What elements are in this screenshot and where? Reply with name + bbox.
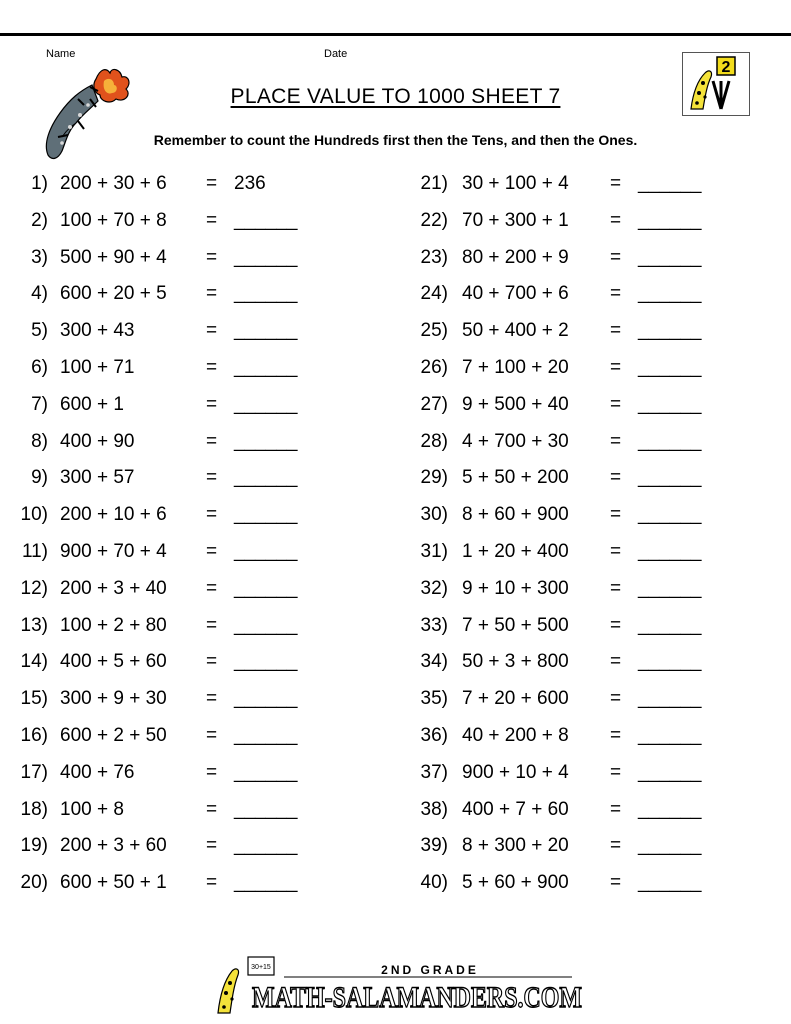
answer-blank[interactable]: ______ (638, 504, 702, 526)
problem-number: 23) (420, 246, 448, 268)
problem-expression: 900 + 70 + 4 (60, 540, 167, 562)
problem-number: 16) (20, 724, 48, 746)
equals-sign: = (206, 173, 218, 194)
footer-grade-text: 2ND GRADE (381, 963, 479, 977)
instructions: Remember to count the Hundreds first then the Tens, and then the Ones. (153, 132, 638, 148)
equals-sign: = (206, 872, 218, 894)
problem-expression: 400 + 90 (60, 430, 135, 452)
problem-number: 6) (31, 356, 48, 378)
answer-blank[interactable]: ______ (234, 872, 298, 894)
answer-blank[interactable]: ______ (638, 209, 702, 231)
problem-expression: 8 + 60 + 900 (462, 504, 569, 526)
problem-expression: 9 + 10 + 300 (462, 577, 569, 599)
equals-sign: = (206, 430, 218, 452)
equals-sign: = (610, 761, 622, 783)
equals-sign: = (206, 724, 218, 746)
equals-sign: = (206, 577, 218, 599)
equals-sign: = (610, 173, 622, 194)
problem-expression: 100 + 8 (60, 798, 124, 820)
equals-sign: = (610, 320, 622, 342)
answer-blank[interactable]: ______ (234, 504, 298, 526)
problem-expression: 400 + 7 + 60 (462, 798, 569, 820)
answer-blank[interactable]: ______ (638, 614, 702, 636)
problem-number: 13) (20, 614, 48, 636)
answer-blank[interactable]: ______ (638, 798, 702, 820)
answer-blank[interactable]: ______ (234, 761, 298, 783)
problem-expression: 80 + 200 + 9 (462, 246, 569, 268)
problem-number: 18) (20, 798, 48, 820)
problem-expression: 40 + 200 + 8 (462, 724, 569, 746)
problem-number: 12) (20, 577, 48, 599)
answer-blank[interactable]: ______ (234, 577, 298, 599)
problem-number: 4) (31, 283, 48, 305)
problem-expression: 300 + 43 (60, 320, 135, 342)
problem-number: 36) (420, 724, 448, 746)
problem-number: 28) (420, 430, 448, 452)
answer-blank[interactable]: ______ (638, 173, 702, 194)
problem-number: 24) (420, 283, 448, 305)
problem-number: 35) (420, 688, 448, 710)
problem-expression: 100 + 2 + 80 (60, 614, 167, 636)
problem-expression: 30 + 100 + 4 (462, 173, 569, 194)
problem-expression: 600 + 20 + 5 (60, 283, 167, 305)
problem-expression: 50 + 400 + 2 (462, 320, 569, 342)
answer-blank[interactable]: ______ (234, 835, 298, 857)
problem-number: 8) (31, 430, 48, 452)
problem-expression: 600 + 2 + 50 (60, 724, 167, 746)
equals-sign: = (206, 246, 218, 268)
equals-sign: = (206, 540, 218, 562)
problem-number: 9) (31, 467, 48, 489)
answer-blank[interactable]: ______ (638, 651, 702, 673)
answer-blank[interactable]: ______ (638, 356, 702, 378)
answer-blank[interactable]: ______ (234, 246, 298, 268)
equals-sign: = (610, 504, 622, 526)
svg-text:30+15: 30+15 (251, 964, 271, 971)
problem-expression: 900 + 10 + 4 (462, 761, 569, 783)
answer-blank[interactable]: ______ (638, 577, 702, 599)
problem-number: 40) (420, 872, 448, 894)
problem-expression: 70 + 300 + 1 (462, 209, 569, 231)
equals-sign: = (610, 798, 622, 820)
equals-sign: = (206, 356, 218, 378)
salamander-flame-icon (40, 65, 135, 165)
problem-number: 32) (420, 577, 448, 599)
equals-sign: = (610, 209, 622, 231)
problem-number: 5) (31, 320, 48, 342)
problem-expression: 200 + 30 + 6 (60, 173, 167, 194)
equals-sign: = (610, 283, 622, 305)
answer-blank[interactable]: ______ (638, 393, 702, 415)
equals-sign: = (206, 504, 218, 526)
answer-blank[interactable]: ______ (234, 614, 298, 636)
date-label: Date (324, 48, 348, 60)
answer-blank[interactable]: ______ (234, 688, 298, 710)
answer-blank[interactable]: ______ (638, 872, 702, 894)
equals-sign: = (206, 614, 218, 636)
equals-sign: = (206, 283, 218, 305)
equals-sign: = (610, 614, 622, 636)
equals-sign: = (610, 724, 622, 746)
equals-sign: = (206, 835, 218, 857)
equals-sign: = (610, 835, 622, 857)
problem-number: 27) (420, 393, 448, 415)
footer-logo (212, 955, 592, 1022)
answer-blank[interactable]: ______ (234, 356, 298, 378)
problem-number: 38) (420, 798, 448, 820)
name-label: Name (46, 48, 76, 60)
answer-blank[interactable]: ______ (638, 540, 702, 562)
equals-sign: = (206, 688, 218, 710)
answer-blank[interactable]: ______ (234, 651, 298, 673)
answer-blank[interactable]: ______ (234, 209, 298, 231)
problem-expression: 8 + 300 + 20 (462, 835, 569, 857)
equals-sign: = (206, 761, 218, 783)
worksheet-title: PLACE VALUE TO 1000 SHEET 7 (230, 85, 561, 108)
equals-sign: = (206, 393, 218, 415)
problem-expression: 7 + 50 + 500 (462, 614, 569, 636)
problem-number: 37) (420, 761, 448, 783)
equals-sign: = (610, 651, 622, 673)
footer-site-text: MATH-SALAMANDERS.COM (252, 981, 582, 1014)
problem-expression: 50 + 3 + 800 (462, 651, 569, 673)
answer-blank[interactable]: ______ (638, 724, 702, 746)
problem-number: 22) (420, 209, 448, 231)
problem-expression: 500 + 90 + 4 (60, 246, 167, 268)
problem-number: 34) (420, 651, 448, 673)
answer-blank[interactable]: ______ (234, 430, 298, 452)
problem-expression: 400 + 5 + 60 (60, 651, 167, 673)
problem-number: 3) (31, 246, 48, 268)
problem-expression: 5 + 50 + 200 (462, 467, 569, 489)
equals-sign: = (206, 467, 218, 489)
problem-number: 19) (20, 835, 48, 857)
problem-expression: 300 + 9 + 30 (60, 688, 167, 710)
problem-expression: 1 + 20 + 400 (462, 540, 569, 562)
answer-blank[interactable]: ______ (234, 724, 298, 746)
answer-blank[interactable]: ______ (234, 467, 298, 489)
grade-number: 2 (721, 59, 731, 76)
problem-expression: 7 + 20 + 600 (462, 688, 569, 710)
equals-sign: = (610, 356, 622, 378)
problem-number: 17) (20, 761, 48, 783)
answer-blank[interactable]: ______ (234, 540, 298, 562)
problem-expression: 4 + 700 + 30 (462, 430, 569, 452)
top-rule (0, 33, 791, 36)
problem-expression: 9 + 500 + 40 (462, 393, 569, 415)
problem-number: 20) (20, 872, 48, 894)
equals-sign: = (610, 467, 622, 489)
math-salamanders-logo (212, 955, 592, 1017)
problem-expression: 100 + 71 (60, 356, 135, 378)
equals-sign: = (206, 209, 218, 231)
problem-expression: 400 + 76 (60, 761, 135, 783)
problem-expression: 200 + 3 + 40 (60, 577, 167, 599)
problem-expression: 200 + 10 + 6 (60, 504, 167, 526)
answer-blank[interactable]: ______ (638, 688, 702, 710)
problem-number: 11) (21, 540, 48, 562)
problem-expression: 5 + 60 + 900 (462, 872, 569, 894)
equals-sign: = (610, 577, 622, 599)
problem-number: 29) (420, 467, 448, 489)
problem-expression: 600 + 1 (60, 393, 124, 415)
answer-blank[interactable]: ______ (638, 761, 702, 783)
problem-number: 39) (420, 835, 448, 857)
problem-number: 10) (20, 504, 48, 526)
problem-number: 26) (420, 356, 448, 378)
answer-blank[interactable]: ______ (638, 835, 702, 857)
answer-blank[interactable]: ______ (638, 283, 702, 305)
problem-number: 33) (420, 614, 448, 636)
problem-number: 25) (420, 320, 448, 342)
answer-blank[interactable]: ______ (234, 798, 298, 820)
equals-sign: = (206, 651, 218, 673)
problem-expression: 40 + 700 + 6 (462, 283, 569, 305)
problem-number: 15) (20, 688, 48, 710)
answer-blank[interactable]: ______ (234, 320, 298, 342)
problem-number: 21) (420, 173, 448, 194)
equals-sign: = (610, 430, 622, 452)
problem-number: 7) (31, 393, 48, 415)
problem-expression: 300 + 57 (60, 467, 135, 489)
equals-sign: = (610, 540, 622, 562)
problem-expression: 7 + 100 + 20 (462, 356, 569, 378)
equals-sign: = (610, 872, 622, 894)
problem-expression: 200 + 3 + 60 (60, 835, 167, 857)
answer-blank[interactable]: ______ (234, 283, 298, 305)
problem-number: 30) (420, 504, 448, 526)
problem-number: 1) (31, 173, 48, 194)
answer-blank[interactable]: ______ (234, 393, 298, 415)
problem-number: 31) (420, 540, 448, 562)
equals-sign: = (610, 246, 622, 268)
problem-expression: 100 + 70 + 8 (60, 209, 167, 231)
equals-sign: = (610, 688, 622, 710)
equals-sign: = (206, 798, 218, 820)
problem-expression: 600 + 50 + 1 (60, 872, 167, 894)
answer-blank[interactable]: 236 (234, 173, 266, 194)
answer-blank[interactable]: ______ (638, 467, 702, 489)
problem-number: 2) (31, 209, 48, 231)
answer-blank[interactable]: ______ (638, 430, 702, 452)
answer-blank[interactable]: ______ (638, 246, 702, 268)
equals-sign: = (206, 320, 218, 342)
answer-blank[interactable]: ______ (638, 320, 702, 342)
equals-sign: = (610, 393, 622, 415)
problem-number: 14) (20, 651, 48, 673)
